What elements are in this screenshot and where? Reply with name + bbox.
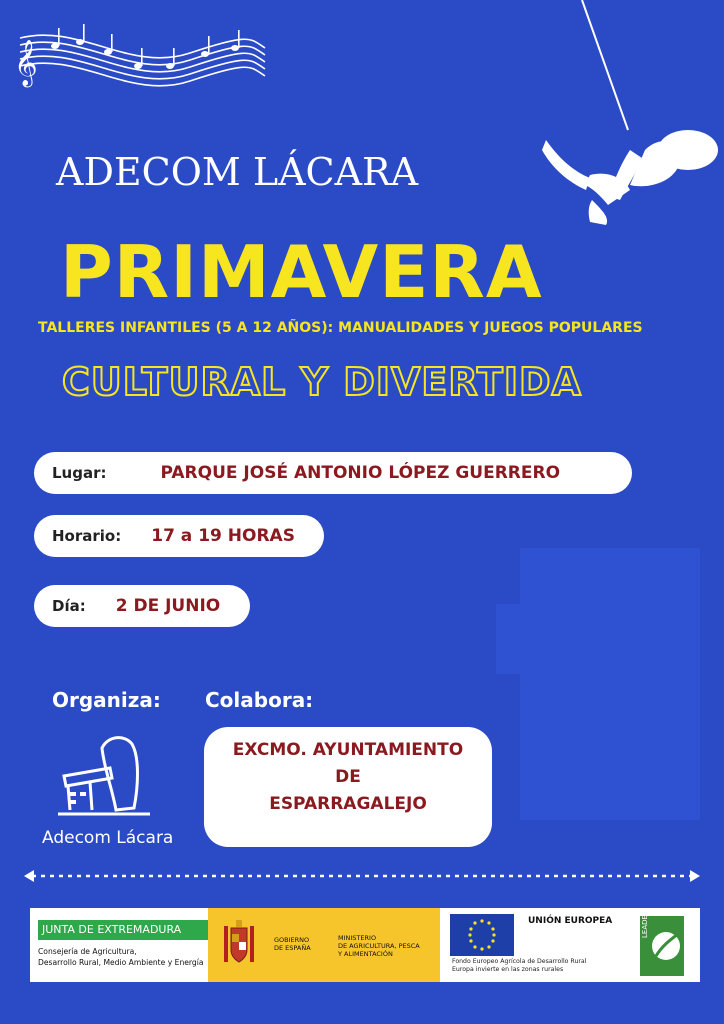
colabora-label: Colabora: [205, 688, 314, 712]
lugar-value: PARQUE JOSÉ ANTONIO LÓPEZ GUERRERO [160, 463, 561, 483]
horario-pill [34, 515, 324, 557]
adecom-logo-text: Adecom Lácara [42, 828, 174, 848]
eu-text [452, 958, 642, 974]
leader-icon [626, 908, 696, 982]
ministerio-line: DE AGRICULTURA, PESCA [338, 942, 420, 950]
dia-value: 2 DE JUNIO [115, 596, 221, 616]
gobierno-line: GOBIERNO [274, 936, 310, 944]
horario-value: 17 a 19 HORAS [151, 526, 295, 546]
leader-logo [626, 908, 696, 982]
redaction-block [496, 604, 526, 674]
organiza-label: Organiza: [52, 688, 161, 712]
swing-girl-illustration [530, 0, 724, 240]
collaborator-box [204, 727, 492, 847]
subtitle: TALLERES INFANTILES (5 A 12 AÑOS): MANUALIDADES Y JUEGOS POPULARES [38, 320, 643, 336]
junta-title: JUNTA DE EXTREMADURA [38, 920, 210, 940]
redaction-block [520, 548, 700, 820]
eu-line: Europa invierte en las zonas rurales [452, 966, 564, 973]
tagline: CULTURAL Y DIVERTIDA [62, 360, 582, 404]
gobierno-line: DE ESPAÑA [274, 944, 311, 952]
gobierno-text [274, 936, 311, 952]
junta-line: Desarrollo Rural, Medio Ambiente y Energía [38, 958, 204, 967]
dia-pill [34, 585, 250, 627]
dolmen-icon [40, 728, 190, 828]
double-arrow-divider [24, 866, 700, 886]
headline: PRIMAVERA [60, 230, 543, 314]
coat-of-arms-icon [224, 920, 254, 966]
junta-line: Consejería de Agricultura, [38, 947, 137, 956]
eu-title: UNIÓN EUROPEA [528, 916, 613, 926]
collaborator-line: EXCMO. AYUNTAMIENTO [232, 740, 464, 760]
ministerio-text [338, 934, 420, 958]
union-europea-logo [448, 908, 624, 982]
collaborator-line: ESPARRAGALEJO [269, 794, 427, 814]
junta-text [38, 946, 218, 968]
collaborator-line: DE [335, 767, 361, 787]
dia-label: Día: [52, 597, 86, 615]
music-staff-icon [10, 18, 270, 98]
ministerio-line: MINISTERIO [338, 934, 377, 942]
eu-line: Fondo Europeo Agrícola de Desarrollo Rural [452, 958, 587, 965]
leader-text: LEADER [641, 910, 649, 938]
sponsor-footer [30, 908, 700, 982]
lugar-pill [34, 452, 632, 494]
gobierno-espana-logo [208, 908, 440, 982]
svg-text:𝄞: 𝄞 [14, 40, 38, 86]
horario-label: Horario: [52, 527, 122, 545]
lugar-label: Lugar: [52, 464, 107, 482]
ministerio-line: Y ALIMENTACIÓN [338, 950, 393, 958]
eu-flag-icon [450, 914, 514, 956]
junta-extremadura-logo [36, 908, 216, 982]
adecom-logo [40, 728, 190, 853]
organization-title: ADECOM LÁCARA [56, 150, 419, 194]
